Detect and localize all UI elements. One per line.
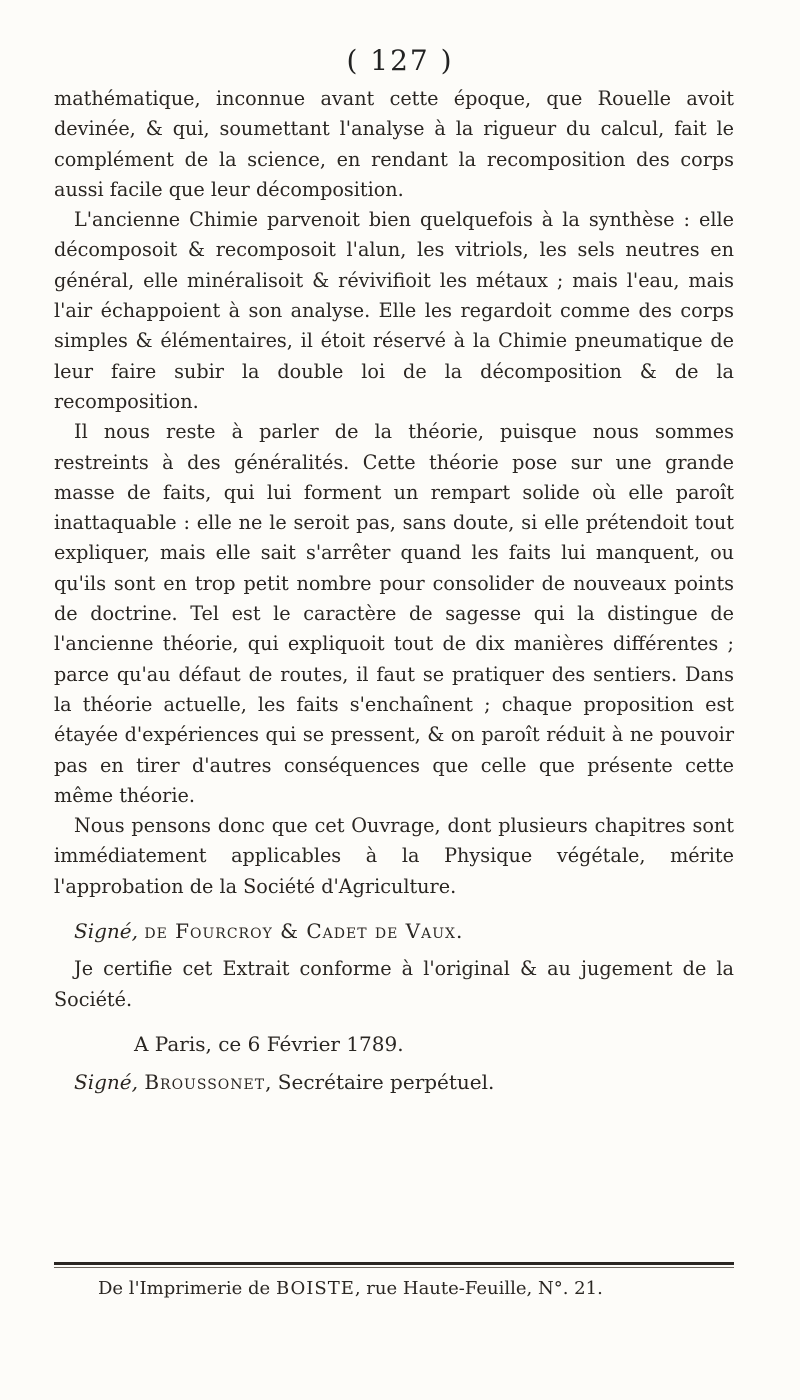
signature-names: de Fourcroy & Cadet de Vaux. [144,919,464,944]
paragraph-ancienne-chimie: L'ancienne Chimie parvenoit bien quelquefois à la synthèse : elle décomposoit & recomposoit l'alun, les vitriols, les sels neutres en général, elle minéralisoit & révivifioit les métaux ; mais l'eau, mais l'air échappoient à son analyse. Elle les regardoit comme des corps simples & élémentaires, il étoit réservé à la Chimie pneumatique de leur faire subir la double loi de la décomposition & de la recomposition. [54,208,734,413]
printer-imprint [98,1276,758,1302]
footer-rule-thin [54,1267,734,1268]
certification-text: Je certifie cet Extrait conforme à l'original & au jugement de la Société. [54,957,734,1011]
signature-signe: Signé, [74,919,138,944]
body-text [54,84,734,1098]
imprint-printer: BOISTE [275,1278,355,1299]
signature-line [54,916,734,946]
paragraph-conclusion: Nous pensons donc que cet Ouvrage, dont plusieurs chapitres sont immédiatement applicables à la Physique végétale, mérite l'approbation de la Société d'Agriculture. [54,814,734,898]
secretary-signe: Signé, [74,1070,138,1095]
secretary-title: , Secrétaire perpétuel. [265,1070,495,1095]
page-number: ( 127 ) [346,44,454,77]
imprint-prefix: De l'Imprimerie de [98,1278,271,1299]
footer-rule-thick [54,1262,734,1265]
paragraph-theorie: Il nous reste à parler de la théorie, puisque nous sommes restreints à des généralités. Cette théorie pose sur une grande masse de faits, qui lui forment un rempart solide où elle paroît inattaquable : elle ne le seroit pas, sans doute, si elle prétendoit tout expliquer, mais elle sait s'arrêter quand les faits lui manquent, ou qu'ils sont en trop petit nombre pour consolider de nouveaux points de doctrine. Tel est le caractère de sagesse qui la distingue de l'ancienne théorie, qui expliquoit tout de dix manières différentes ; parce qu'au défaut de routes, il faut se pratiquer des sentiers. Dans la théorie actuelle, les faits s'enchaînent ; chaque proposition est étayée d'expériences qui se pressent, & on paroît réduit à ne pouvoir pas en tirer d'autres conséquences que celle que présente cette même théorie. [54,420,734,807]
date-line: A Paris, ce 6 Février 1789. [134,1031,404,1056]
secretary-line [54,1067,734,1097]
secretary-name: Broussonet [144,1070,266,1095]
imprint-address: , rue Haute-Feuille, N°. 21. [354,1278,603,1299]
paragraph-continuation: mathématique, inconnue avant cette époque, que Rouelle avoit devinée, & qui, soumettant l'analyse à la rigueur du calcul, fait le complément de la science, en rendant la recomposition des corps aussi facile que leur décomposition. [54,87,734,201]
